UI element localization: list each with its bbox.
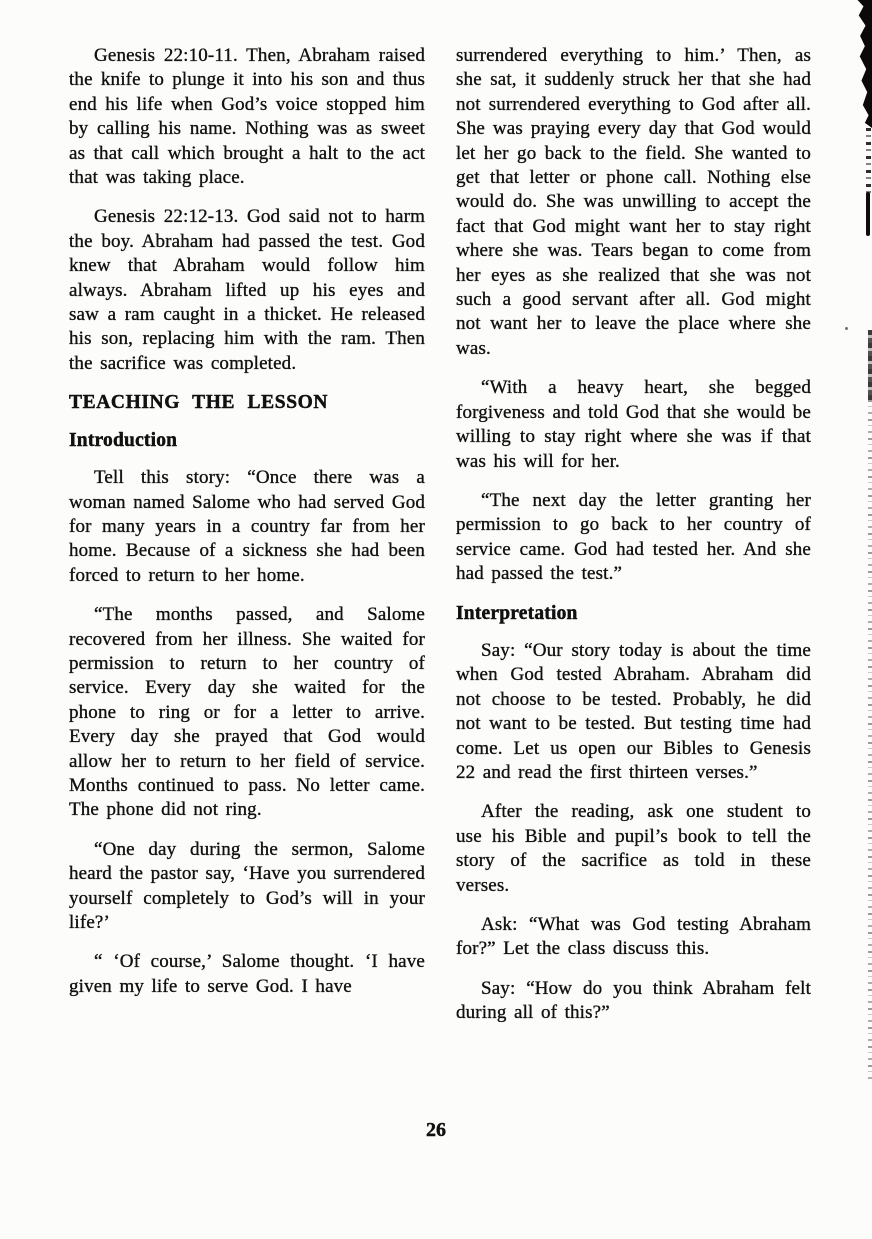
paragraph-surrendered-continuation: surrendered everything to him.’ Then, as she sat, it suddenly struck her that she had not surrendered everything to God after all. She was praying every day that God would let her go back to the field. She wanted to get that letter or phone call. Nothing else would do. She was unwilling to accept the fact that God might want her to stay right where she was. Tears began to come from her eyes as she realized that she was not such a good servant after all. God might not want her to leave the place where she was. <box>456 45 811 359</box>
subheading-introduction: Introduction <box>69 429 178 451</box>
paragraph-months-passed: “The months passed, and Salome recovered from her illness. She waited for permission to return to her country of service. Every day she waited for the phone to ring or for a letter to arrive. Every day she prayed that God would allow her to return to her field of service. Months continued to pass. No letter came. The phone did not ring. <box>69 604 425 821</box>
left-column <box>69 44 425 999</box>
paragraph-genesis-22-12-13: Genesis 22:12-13. God said not to harm the boy. Abraham had passed the test. God knew that Abraham would follow him always. Abraham lifted up his eyes and saw a ram caught in a thicket. He released his son, replacing him with the ram. Then the sacrifice was completed. <box>69 206 425 374</box>
subheading-interpretation: Interpretation <box>456 602 578 624</box>
scan-artifact-solid-line <box>866 192 870 236</box>
paragraph-heavy-heart: “With a heavy heart, she begged forgiveness and told God that she would be willing to stay right where she was if that was his will for her. <box>456 377 811 472</box>
paragraph-say-how-do-you-think: Say: “How do you think Abraham felt during all of this?” <box>456 977 811 1024</box>
paragraph-genesis-22-10-11: Genesis 22:10-11. Then, Abraham raised the knife to plunge it into his son and thus end his life when God’s voice stopped him by calling his name. Nothing was as sweet as that call which brought a halt to the act that was taking place. <box>69 45 425 189</box>
scan-artifact-dash-streak <box>866 128 871 198</box>
paragraph-ask-what-was-god-testing: Ask: “What was God testing Abraham for?” Let the class discuss this. <box>456 914 811 960</box>
scan-artifact-speckle-band <box>868 400 872 1080</box>
paragraph-say-our-story: Say: “Our story today is about the time when God tested Abraham. Abraham did not choose to be tested. Probably, he did not want to be tested. But testing time had come. Let us open our Bibles to Genesis 22 and read the first thirteen verses.” <box>456 639 811 783</box>
section-heading-teaching-the-lesson: TEACHING THE LESSON <box>69 392 329 414</box>
scan-artifact-upper-mark <box>868 330 872 400</box>
right-column <box>456 44 811 1026</box>
scan-artifact-top-right-blob <box>855 0 872 128</box>
paragraph-tell-this-story: Tell this story: “Once there was a woman named Salome who had served God for many years in a country far from her home. Because of a sickness she had been forced to return to her home. <box>69 467 425 586</box>
paragraph-after-the-reading: After the reading, ask one student to use his Bible and pupil’s book to tell the story of the sacrifice as told in these verses. <box>456 801 811 896</box>
paragraph-one-day-sermon: “One day during the sermon, Salome heard the pastor say, ‘Have you surrendered yourself completely to God’s will in your life?’ <box>69 838 425 933</box>
paragraph-of-course-salome: “ ‘Of course,’ Salome thought. ‘I have given my life to serve God. I have <box>69 951 425 997</box>
paragraph-next-day-letter: “The next day the letter granting her permission to go back to her country of service came. God had tested her. And she had passed the test.” <box>456 489 811 585</box>
scan-artifact-speck-dot <box>845 327 848 330</box>
page-number: 26 <box>426 1119 446 1141</box>
